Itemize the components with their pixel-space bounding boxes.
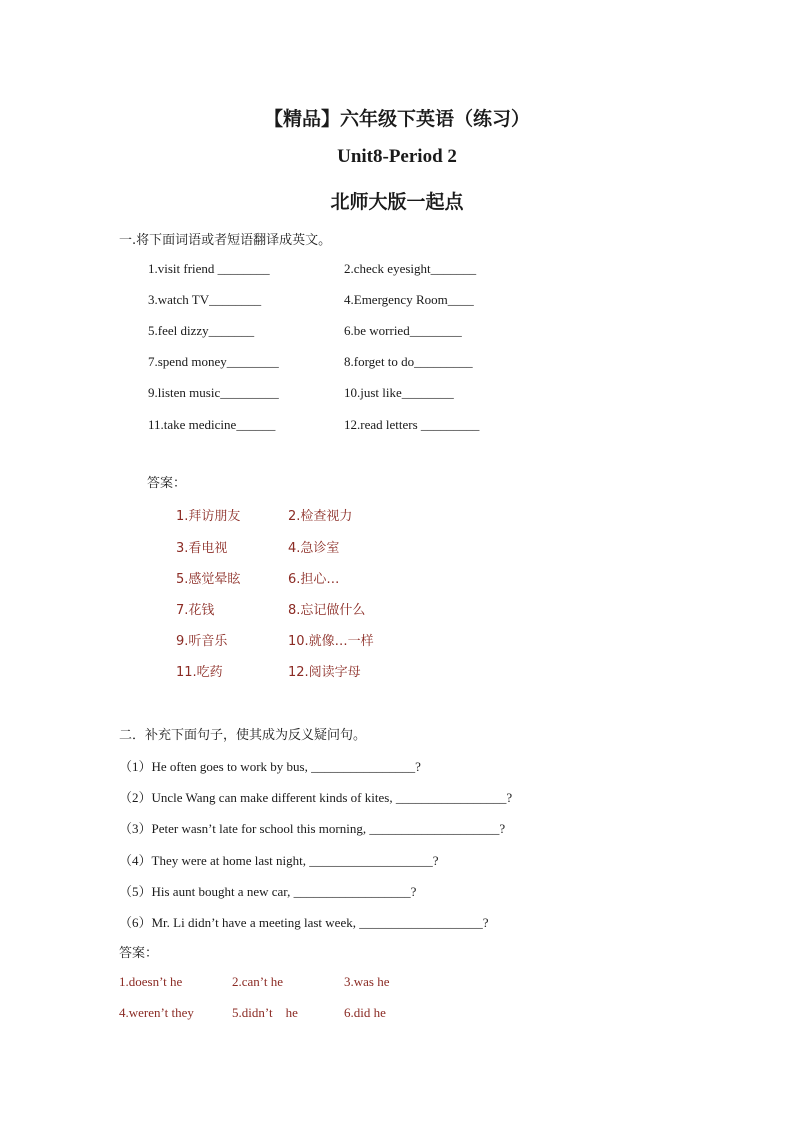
answer-item: 1.doesn’t he <box>119 974 183 989</box>
vocab-item: 7.spend money________ <box>148 354 279 369</box>
answer-item: 1.拜访朋友 <box>176 509 241 524</box>
answer-item: 11.吃药 <box>176 665 223 680</box>
answer-item: 6.did he <box>344 1005 386 1020</box>
unit-title: Unit8-Period 2 <box>337 146 457 167</box>
answer-item: 6.担心… <box>288 572 340 587</box>
vocab-item: 10.just like________ <box>344 385 454 400</box>
answer-item: 4.急诊室 <box>288 541 340 556</box>
answer-item: 2.can’t he <box>232 974 284 989</box>
answer-item: 3.was he <box>344 974 390 989</box>
answer-label: 答案： <box>147 476 187 491</box>
vocab-item: 8.forget to do_________ <box>344 354 473 369</box>
question-item: （6）Mr. Li didn’t have a meeting last week, ___________________? <box>119 915 489 930</box>
vocab-item: 12.read letters _________ <box>344 417 480 432</box>
vocab-item: 1.visit friend ________ <box>148 261 270 276</box>
edition-title: 北师大版一起点 <box>330 191 464 213</box>
page-title: 【精品】六年级下英语（练习） <box>263 108 530 130</box>
vocab-item: 3.watch TV________ <box>148 292 262 307</box>
answer-item: 4.weren’t they <box>119 1005 194 1020</box>
answer-item: 2.检查视力 <box>288 509 353 524</box>
answer-item: 12.阅读字母 <box>288 665 361 680</box>
answer-item: 5.didn’t he <box>232 1005 298 1020</box>
answer-item: 7.花钱 <box>176 603 215 618</box>
answer-item: 9.听音乐 <box>176 634 228 649</box>
question-item: （2）Uncle Wang can make different kinds of kites, _________________? <box>119 790 513 805</box>
section2-heading: 二．补充下面句子，使其成为反义疑问句。 <box>119 728 367 743</box>
answer-item: 5.感觉晕眩 <box>176 572 241 587</box>
question-item: （4）They were at home last night, ___________________? <box>119 853 439 868</box>
vocab-item: 9.listen music_________ <box>148 385 279 400</box>
answer-label: 答案： <box>119 946 159 961</box>
section1-heading: 一.将下面词语或者短语翻译成英文。 <box>119 233 332 248</box>
answer-item: 3.看电视 <box>176 541 228 556</box>
vocab-item: 11.take medicine______ <box>148 417 276 432</box>
vocab-item: 6.be worried________ <box>344 323 462 338</box>
answer-item: 8.忘记做什么 <box>288 603 366 618</box>
question-item: （5）His aunt bought a new car, __________________? <box>119 884 417 899</box>
question-item: （1）He often goes to work by bus, ________________? <box>119 759 421 774</box>
vocab-item: 2.check eyesight_______ <box>344 261 477 276</box>
vocab-item: 4.Emergency Room____ <box>344 292 474 307</box>
vocab-item: 5.feel dizzy_______ <box>148 323 255 338</box>
answer-item: 10.就像…一样 <box>288 634 374 649</box>
question-item: （3）Peter wasn’t late for school this morning, ____________________? <box>119 821 506 836</box>
